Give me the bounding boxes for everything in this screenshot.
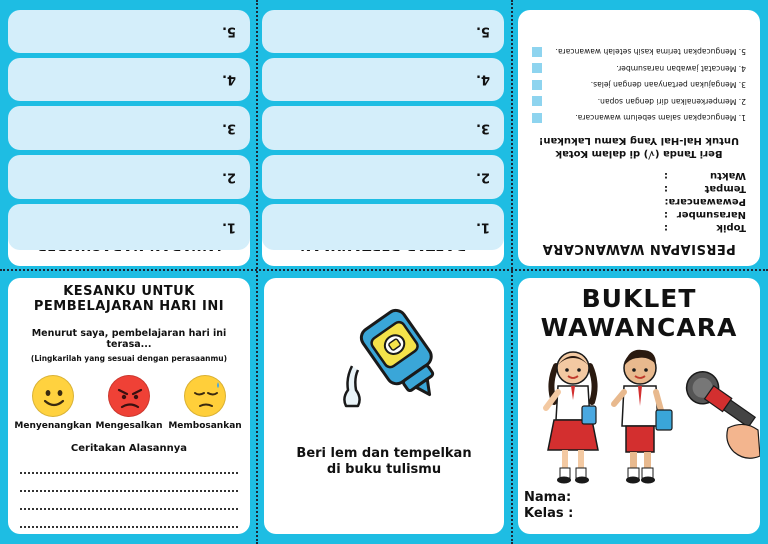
checkbox[interactable] xyxy=(532,96,542,106)
nama-field[interactable]: Nama: xyxy=(524,490,572,505)
checklist-item: 5. Mengucapkan terima kasih setelah wawancara. xyxy=(532,44,746,61)
mood-happy[interactable]: Menyenangkan xyxy=(16,375,90,431)
jawaban-answer-line[interactable]: 5. xyxy=(8,10,250,53)
meta-row-topik[interactable]: Topik : xyxy=(664,222,746,233)
persiapan-panel xyxy=(518,10,760,266)
checklist-item: 4. Mencatat jawaban narasumber. xyxy=(532,60,746,77)
daftar-question-line[interactable]: 1. xyxy=(262,204,504,250)
mood-bored[interactable]: Membosankan xyxy=(168,375,242,431)
mood-angry[interactable]: Mengesalkan xyxy=(92,375,166,431)
angry-emoji-icon xyxy=(108,375,150,417)
meta-row-waktu[interactable]: Waktu : xyxy=(664,170,746,181)
students-microphone-illustration xyxy=(538,344,760,494)
cover-panel xyxy=(518,278,760,534)
checkbox[interactable] xyxy=(532,47,542,57)
kesan-hint: (Lingkarilah yang sesuai dengan perasaanmu) xyxy=(30,354,228,363)
checklist-item: 3. Mengajukan pertanyaan dengan jelas. xyxy=(532,77,746,94)
daftar-question-line[interactable]: 2. xyxy=(262,155,504,199)
persiapan-instruction: Beri Tanda (√) di dalam Kotak Untuk Hal-Hal Yang Kamu Lakukan! xyxy=(538,135,740,159)
cut-line-horizontal xyxy=(0,269,768,271)
meta-row-narasumber[interactable]: Narasumber : xyxy=(664,209,746,220)
persiapan-title: PERSIAPAN WAWANCARA xyxy=(542,241,736,256)
daftar-question-line[interactable]: 5. xyxy=(262,10,504,53)
glue-instruction: Beri lem dan tempelkan di buku tulismu xyxy=(296,446,472,477)
kesan-prompt: Menurut saya, pembelajaran hari ini terasa... xyxy=(31,328,227,350)
reason-lines xyxy=(16,456,242,528)
daftar-question-line[interactable]: 3. xyxy=(262,106,504,150)
reason-line[interactable] xyxy=(20,474,238,492)
glue-panel xyxy=(264,278,504,534)
jawaban-answer-line[interactable]: 2. xyxy=(8,155,250,199)
meta-row-tempat[interactable]: Tempat : xyxy=(664,183,746,194)
microphone-icon xyxy=(680,365,760,458)
daftar-panel xyxy=(262,10,504,266)
cover-fields xyxy=(524,490,573,522)
reason-line[interactable] xyxy=(20,456,238,474)
bored-emoji-icon xyxy=(184,375,226,417)
cover-title: BUKLET WAWANCARA xyxy=(540,284,738,342)
checkbox[interactable] xyxy=(532,80,542,90)
reason-label: Ceritakan Alasannya xyxy=(70,443,188,454)
happy-emoji-icon xyxy=(32,375,74,417)
jawaban-answer-line[interactable]: 4. xyxy=(8,58,250,101)
kesan-panel xyxy=(8,278,250,534)
girl-student-icon xyxy=(546,352,598,484)
persiapan-checklist xyxy=(532,44,746,127)
glue-bottle-icon xyxy=(324,306,444,416)
mood-options xyxy=(16,375,242,431)
checklist-item: 2. Memperkenalkan diri dengan sopan. xyxy=(532,93,746,110)
jawaban-panel xyxy=(8,10,250,266)
kesan-title: KESANKU UNTUK PEMBELAJARAN HARI INI xyxy=(33,284,225,314)
checkbox[interactable] xyxy=(532,63,542,73)
kelas-field[interactable]: Kelas : xyxy=(524,506,574,521)
meta-row-pewawancara[interactable]: Pewawancara: xyxy=(664,196,746,207)
cut-line-vertical-left xyxy=(256,0,258,544)
jawaban-answer-line[interactable]: 3. xyxy=(8,106,250,150)
checklist-item: 1. Mengucapkan salam sebelum wawancara. xyxy=(532,110,746,127)
cut-line-vertical-right xyxy=(511,0,513,544)
jawaban-answer-line[interactable]: 1. xyxy=(8,204,250,250)
reason-line[interactable] xyxy=(20,492,238,510)
daftar-question-line[interactable]: 4. xyxy=(262,58,504,101)
persiapan-meta xyxy=(532,168,746,233)
checkbox[interactable] xyxy=(532,113,542,123)
reason-line[interactable] xyxy=(20,510,238,528)
boy-student-icon xyxy=(614,350,672,484)
